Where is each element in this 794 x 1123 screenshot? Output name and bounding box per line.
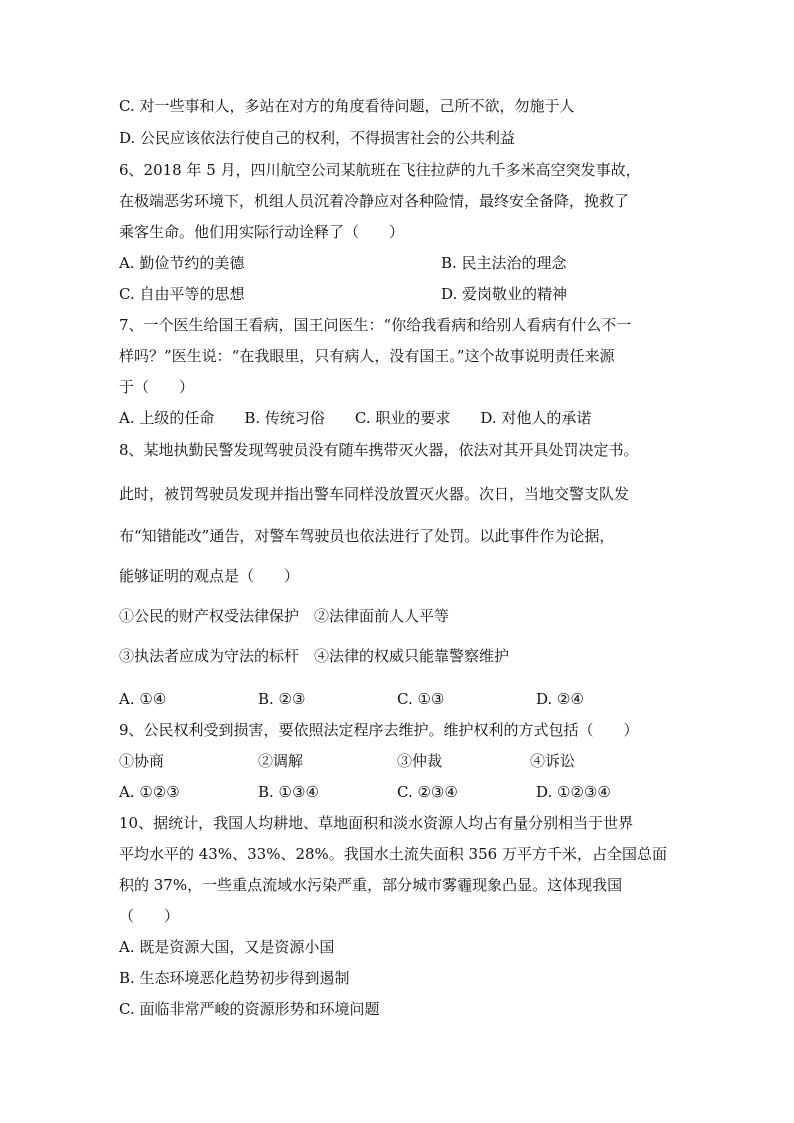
option-d-q8: D. ②④: [536, 690, 584, 708]
option-c-q8: C. ①③: [397, 690, 445, 708]
question-8-line-4: 能够证明的观点是（ ）: [119, 567, 300, 585]
option-b-q8: B. ②③: [258, 690, 306, 708]
question-10-line-4: （ ）: [119, 907, 180, 925]
option-d-q6: D. 爱岗敬业的精神: [441, 285, 568, 303]
option-b-q9: B. ①③④: [258, 783, 319, 801]
option-a-q10: A. 既是资源大国，又是资源小国: [119, 938, 335, 956]
question-7-line-3: 于（ ）: [119, 378, 195, 396]
option-a-q8: A. ①④: [119, 690, 167, 708]
question-10-line-3: 积的 37%，一些重点流域水污染严重，部分城市雾霾现象凸显。这体现我国: [119, 876, 623, 894]
question-7-line-2: 样吗？”医生说：“在我眼里，只有病人，没有国王。”这个故事说明责任来源: [119, 347, 615, 365]
statements-1-2-q8: ①公民的财产权受法律保护 ②法律面前人人平等: [119, 607, 450, 625]
question-6-line-2: 在极端恶劣环境下，机组人员沉着冷静应对各种险情，最终安全备降，挽救了: [119, 192, 630, 210]
statements-3-4-q8: ③执法者应成为守法的标杆 ④法律的权威只能靠警察维护: [119, 647, 510, 665]
question-8-line-2: 此时，被罚驾驶员发现并指出警车同样没放置灭火器。次日，当地交警支队发: [119, 485, 630, 503]
question-6-line-1: 6、2018 年 5 月，四川航空公司某航班在飞往拉萨的九千多米高空突发事故，: [119, 161, 641, 179]
option-a-q6: A. 勤俭节约的美德: [119, 254, 245, 272]
question-10-line-2: 平均水平的 43%、33%、28%。我国水土流失面积 356 万平方千米，占全国总面: [119, 845, 667, 863]
question-10-line-1: 10、据统计，我国人均耕地、草地面积和淡水资源人均占有量分别相当于世界: [119, 814, 634, 832]
option-d-q5: D. 公民应该依法行使自己的权利，不得损害社会的公共利益: [119, 129, 516, 147]
method-1-q9: ①协商: [119, 752, 165, 770]
question-6-line-3: 乘客生命。他们用实际行动诠释了（ ）: [119, 223, 405, 241]
question-8-line-1: 8、某地执勤民警发现驾驶员没有随车携带灭火器，依法对其开具处罚决定书。: [119, 441, 639, 459]
option-c-q6: C. 自由平等的思想: [119, 285, 245, 303]
options-q7: A. 上级的任命 B. 传统习俗 C. 职业的要求 D. 对他人的承诺: [119, 409, 592, 427]
option-c-q10: C. 面临非常严峻的资源形势和环境问题: [119, 1000, 380, 1018]
option-a-q9: A. ①②③: [119, 783, 180, 801]
option-b-q6: B. 民主法治的理念: [441, 254, 567, 272]
method-4-q9: ④诉讼: [530, 752, 576, 770]
question-7-line-1: 7、一个医生给国王看病，国王问医生：“你给我看病和给别人看病有什么不一: [119, 316, 632, 334]
method-2-q9: ②调解: [258, 752, 304, 770]
question-8-line-3: 布“知错能改”通告，对警车驾驶员也依法进行了处罚。以此事件作为论据，: [119, 527, 615, 545]
option-b-q10: B. 生态环境恶化趋势初步得到遏制: [119, 969, 350, 987]
option-c-q9: C. ②③④: [397, 783, 458, 801]
option-d-q9: D. ①②③④: [536, 783, 611, 801]
option-c-q5: C. 对一些事和人，多站在对方的角度看待问题，己所不欲，勿施于人: [119, 97, 575, 115]
method-3-q9: ③仲裁: [397, 752, 443, 770]
question-9-line-1: 9、公民权利受到损害，要依照法定程序去维护。维护权利的方式包括（ ）: [119, 721, 639, 739]
